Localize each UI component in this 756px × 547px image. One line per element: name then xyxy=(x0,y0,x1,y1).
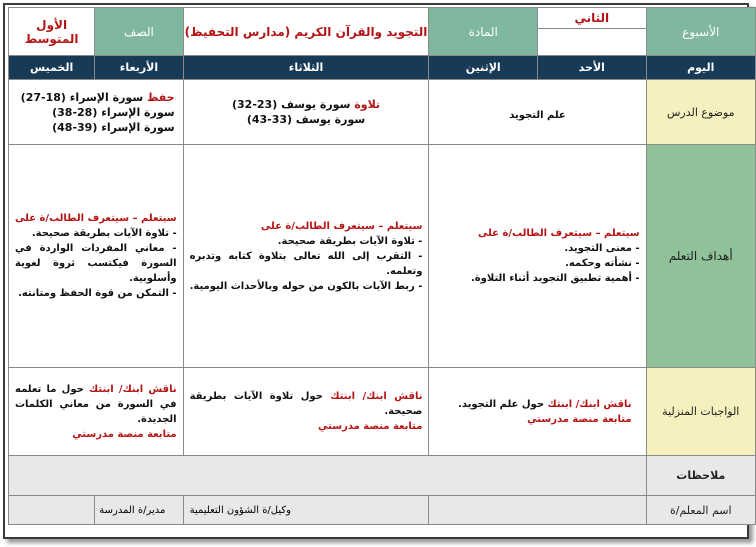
lesson-tue-line2: سورة يوسف (33-43) xyxy=(246,113,366,126)
learning-goals-label: أهداف التعلم xyxy=(646,145,755,368)
week-label: الأسبوع xyxy=(646,8,755,56)
deputy-cell[interactable] xyxy=(183,496,429,525)
goals-tue-item: - ربط الآيات بالكون من حوله وبالأحداث اليومية. xyxy=(189,280,423,292)
principal-signature-field[interactable] xyxy=(9,496,95,525)
goals-sun-mon-item: - معنى التجويد. xyxy=(564,243,640,254)
day-wednesday: الأربعاء xyxy=(95,56,183,80)
homework-sun-mon-text: حول علم التجويد. xyxy=(458,398,548,410)
deputy-label: وكيل/ة الشؤون التعليمية xyxy=(189,504,291,516)
goals-wed-thu-item: - معاني المفردات الواردة في السورة فيكتسب ثروة لغوية وأسلوبية. xyxy=(15,243,177,284)
week-value: الثاني xyxy=(538,8,646,29)
homework-sun-mon-follow: متابعة منصة مدرستي xyxy=(527,413,632,425)
teacher-name-field[interactable] xyxy=(429,496,646,525)
homework-wed-thu[interactable] xyxy=(9,368,184,456)
lesson-topic-wed-thu[interactable] xyxy=(9,80,184,145)
homework-label: الواجبات المنزلية xyxy=(646,368,755,456)
homework-wed-thu-prefix: ناقش ابنك/ ابنتك xyxy=(89,383,177,395)
day-thursday: الخميس xyxy=(9,56,95,80)
grade-value[interactable]: الأول المتوسط xyxy=(9,8,95,56)
teacher-name-label: اسم المعلم/ة xyxy=(646,496,755,525)
goals-sun-mon-heading: سيتعلم – سيتعرف الطالب/ة على xyxy=(477,228,640,239)
lesson-topic-label: موضوع الدرس xyxy=(646,80,755,145)
grade-label: الصف xyxy=(95,8,183,56)
lesson-topic-sun-mon-text: علم التجويد xyxy=(509,109,566,121)
goals-tue-item: - تلاوة الآيات بطريقة صحيحة. xyxy=(277,235,423,247)
goals-wed-thu-heading: سيتعلم – سيتعرف الطالب/ة على xyxy=(15,213,177,224)
homework-sun-mon[interactable] xyxy=(429,368,646,456)
subject-label: المادة xyxy=(429,8,538,56)
lesson-topic-tue[interactable] xyxy=(183,80,429,145)
day-sunday: الأحد xyxy=(538,56,647,80)
goals-tue[interactable] xyxy=(183,145,429,368)
goals-tue-heading: سيتعلم – سيتعرف الطالب/ة على xyxy=(260,220,423,232)
day-tuesday: الثلاثاء xyxy=(183,56,429,80)
homework-tue[interactable] xyxy=(183,368,429,456)
day-label: اليوم xyxy=(646,56,755,80)
goals-sun-mon-item: - أهمية تطبيق التجويد أثناء التلاوة. xyxy=(470,273,640,284)
homework-sun-mon-prefix: ناقش ابنك/ ابنتك xyxy=(547,398,632,410)
day-monday: الإثنين xyxy=(429,56,538,80)
homework-tue-follow: متابعة منصة مدرستي xyxy=(318,421,423,432)
homework-tue-text: حول تلاوة الآيات بطريقة صحيحة. xyxy=(189,391,423,417)
lesson-topic-sun-mon[interactable] xyxy=(429,80,646,145)
goals-wed-thu[interactable] xyxy=(9,145,184,368)
subject-value[interactable]: التجويد والقرآن الكريم (مدارس التحفيظ) xyxy=(183,8,429,56)
goals-wed-thu-item: - التمكن من قوة الحفظ ومتانته. xyxy=(18,288,177,299)
homework-tue-prefix: ناقش ابنك/ ابنتك xyxy=(330,391,423,402)
lesson-wed-line1: سورة الإسراء (18-27) xyxy=(20,90,147,104)
week-value-empty xyxy=(538,29,646,55)
lesson-wed-line3: سورة الإسراء (39-48) xyxy=(52,120,175,134)
notes-field[interactable] xyxy=(9,456,647,496)
homework-wed-thu-follow: متابعة منصة مدرستي xyxy=(72,428,177,440)
notes-label: ملاحظات xyxy=(646,456,755,496)
lesson-tue-line1: سورة يوسف (23-32) xyxy=(231,98,355,111)
lesson-wed-line2: سورة الإسراء (28-38) xyxy=(52,105,175,119)
goals-sun-mon-item: - نشأته وحكمه. xyxy=(565,258,640,269)
principal-cell[interactable] xyxy=(95,496,183,525)
week-value-cell[interactable] xyxy=(538,8,647,56)
weekly-plan-table xyxy=(8,7,756,525)
goals-wed-thu-item: - تلاوة الآيات بطريقة صحيحة. xyxy=(31,228,177,239)
lesson-tue-prefix: تلاوة xyxy=(354,98,381,111)
lesson-wed-prefix: حفظ xyxy=(146,90,175,104)
goals-tue-item: - التقرب إلى الله تعالى بتلاوة كتابه وتدبره وتعلمه. xyxy=(189,250,423,277)
principal-label: مدير/ة المدرسة xyxy=(99,504,166,516)
goals-sun-mon[interactable] xyxy=(429,145,646,368)
homework-wed-thu-text: حول ما تعلمه في السورة من معاني الكلمات الجديدة. xyxy=(15,383,177,425)
